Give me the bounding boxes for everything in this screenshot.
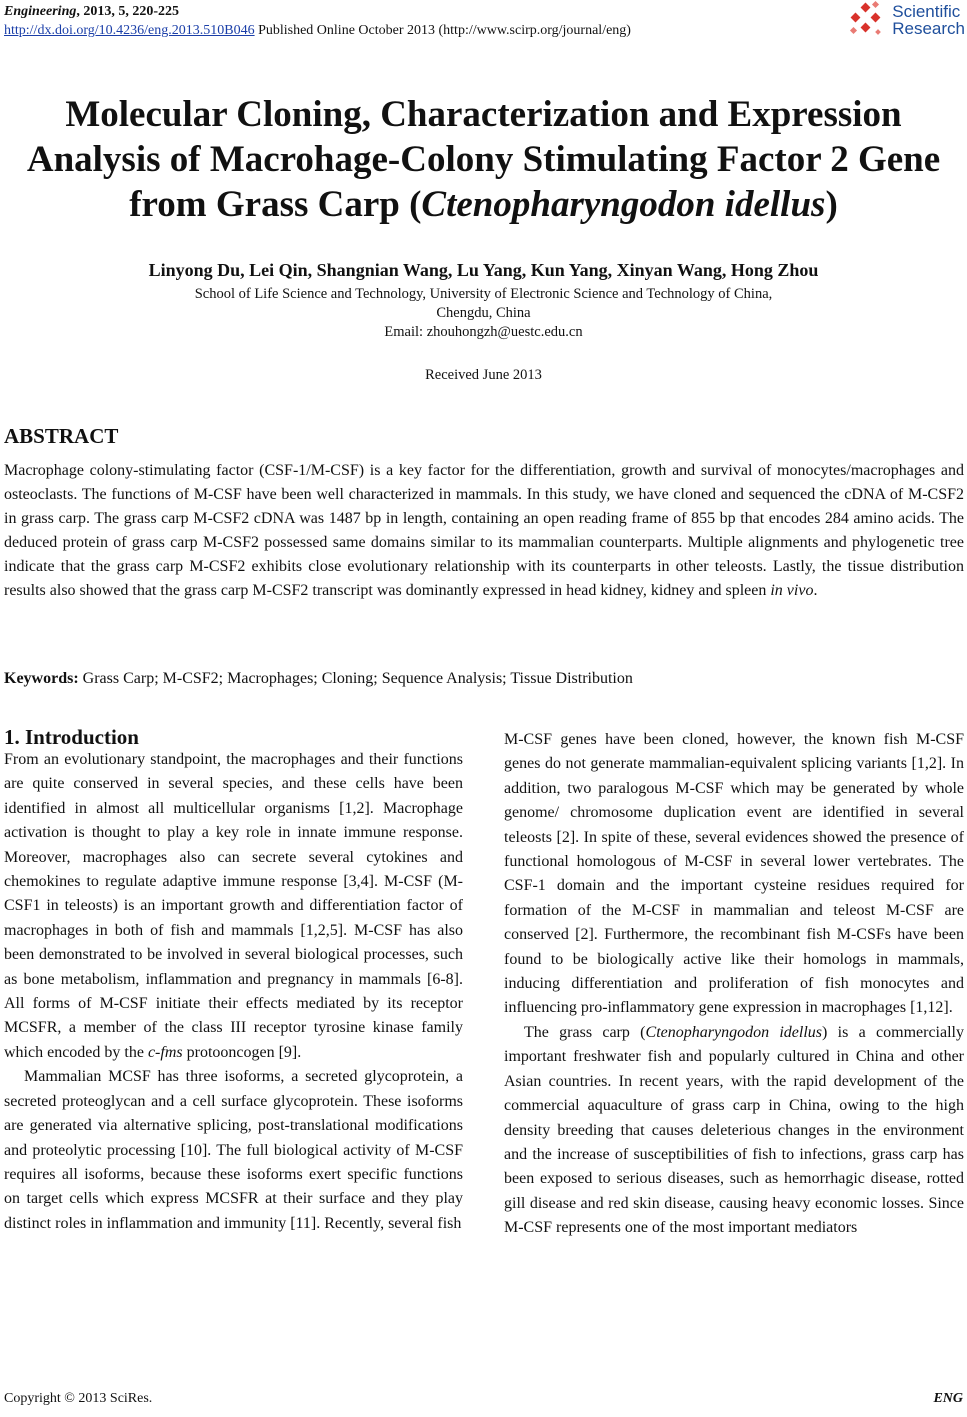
affiliation	[0, 285, 967, 342]
author-list: Linyong Du, Lei Qin, Shangnian Wang, Lu Yang, Kun Yang, Xinyan Wang, Hong Zhou	[148, 260, 819, 280]
affiliation-line-1: School of Life Science and Technology, University of Electronic Science and Technology of China,	[194, 286, 773, 302]
right-column	[504, 728, 964, 1241]
intro-paragraph-4-pre: The grass carp (	[524, 1023, 646, 1041]
abstract-heading: ABSTRACT	[4, 424, 119, 448]
intro-paragraph-1	[4, 748, 463, 1065]
intro-paragraph-4-text: ) is a commercially important freshwater fish and popularly cultured in China and other Asian countries. In recent years, with the rapid development of the commercial aquaculture of grass carp in China, owing to the high density breeding that causes deleterious changes in the environment and the increase of susceptibilities of fish to infections, grass carp has been exposed to serious diseases, such as hemorrhagic disease, rotted gill disease and red skin disease, causing heavy economic losses. Since M-CSF represents one of the most important mediators	[504, 1023, 964, 1237]
species-name: Ctenopharyngodon idellus	[645, 1023, 823, 1041]
journal-abbreviation: ENG	[933, 1391, 963, 1406]
left-column	[4, 748, 463, 1236]
intro-paragraph-4	[504, 1021, 964, 1241]
intro-paragraph-3: M-CSF genes have been cloned, however, the known fish M-CSF genes do not generate mammalian-equivalent splicing variants [1,2]. In addition, two paralogous M-CSF which may be generated by whole genome/ chromosome duplication event are identified in several teleosts [2]. In spite of these, several evidences showed the presence of functional homologous of M-CSF in several lower vertebrates. The CSF-1 domain and the important cysteine residues required for formation of the M-CSF in mammalian and teleost M-CSF are conserved [2]. Furthermore, the recombinant fish M-CSFs have been found to be biologically active like their homologs in mammals, inducing differentiation and proliferation of fish monocytes and influencing pro-inflammatory gene expression in macrophages [1,12].	[504, 731, 964, 1017]
keywords	[4, 667, 964, 691]
publisher-logo	[848, 0, 965, 40]
title-line-2: Analysis of Macrohage-Colony Stimulating Factor 2 Gene	[26, 139, 941, 180]
title-line-1: Molecular Cloning, Characterization and Expression	[65, 94, 902, 135]
logo-line-1: Scientific	[892, 2, 961, 21]
title-line-3-post: )	[825, 184, 838, 225]
logo-wordmark	[892, 3, 965, 37]
paper-title	[0, 92, 967, 227]
intro-paragraph-1-text: From an evolutionary standpoint, the macrophages and their functions are quite conserved in several species, and these cells have been identified in almost all multicellular organisms [1,2]. Macrophage activation is thought to play a key role in innate immune response. Moreover, macrophages also can secrete several cytokines and chemokines to regulate adaptive immune response [3,4]. M-CSF (M-CSF1 in teleosts) is an important growth and differentiation factor of macrophages in both of fish and mammals [1,2,5]. M-CSF has also been demonstrated to be involved in several biological processes, such as bone metabolism, inflammation and pregnancy in mammals [6-8]. All forms of M-CSF initiate their effects mediated by its receptor MCSFR, a member of the class III receptor tyrosine kinase family which encoded by the	[4, 751, 463, 1061]
copyright: Copyright © 2013 SciRes.	[4, 1391, 153, 1406]
doi-link[interactable]: http://dx.doi.org/10.4236/eng.2013.510B046	[4, 23, 255, 38]
affiliation-line-2: Chengdu, China	[436, 305, 531, 321]
section-heading-introduction: 1. Introduction	[4, 725, 139, 749]
received-date: Received June 2013	[425, 367, 542, 383]
author-email: Email: zhouhongzh@uestc.edu.cn	[384, 324, 583, 340]
published-online: Published Online October 2013 (http://www.scirp.org/journal/eng)	[254, 23, 631, 38]
journal-header	[4, 2, 631, 40]
journal-citation	[4, 2, 631, 21]
title-line-3	[0, 182, 967, 227]
intro-paragraph-2: Mammalian MCSF has three isoforms, a secreted glycoprotein, a secreted proteoglycan and a cell surface glycoprotein. These isoforms are generated via alternative splicing, post-translational modifications and proteolytic processing [10]. The full biological activity of M-CSF requires all isoforms, because these isoforms exert specific functions on target cells which express MCSFR at their surface and they play distinct roles in inflammation and immunity [11]. Recently, several fish	[4, 1068, 463, 1232]
abstract-text: Macrophage colony-stimulating factor (CSF-1/M-CSF) is a key factor for the differentiation, growth and survival of monocytes/macrophages and osteoclasts. The functions of M-CSF have been well characterized in mammals. In this study, we have cloned and sequenced the cDNA of M-CSF2 in grass carp. The grass carp M-CSF2 cDNA was 1487 bp in length, containing an open reading frame of 855 bp that encodes 284 amino acids. The deduced protein of grass carp M-CSF2 possessed same domains similar to its mammalian counterparts. Multiple alignments and phylogenetic tree indicate that the grass carp M-CSF2 exhibits close evolutionary relationship with its counterparts in other teleosts. Lastly, the tissue distribution results also showed that the grass carp M-CSF2 transcript was dominantly expressed in head kidney, kidney and spleen	[4, 462, 964, 599]
abstract-italic: in vivo	[770, 582, 814, 599]
logo-line-2: Research	[892, 19, 965, 38]
title-species: Ctenopharyngodon idellus	[421, 184, 826, 225]
journal-volume: , 2013, 5, 220-225	[76, 4, 180, 19]
scirp-logo-icon	[848, 0, 888, 40]
journal-name: Engineering	[4, 4, 77, 19]
journal-doi-line	[4, 21, 631, 40]
title-line-3-pre: from Grass Carp (	[129, 184, 422, 225]
keywords-label: Keywords:	[4, 670, 79, 687]
keywords-text: Grass Carp; M-CSF2; Macrophages; Cloning; Sequence Analysis; Tissue Distribution	[78, 670, 633, 687]
intro-paragraph-1-end: protooncogen [9].	[182, 1043, 302, 1061]
abstract-end: .	[813, 582, 818, 599]
abstract-body	[4, 459, 964, 603]
gene-name: c-fms	[147, 1043, 183, 1061]
